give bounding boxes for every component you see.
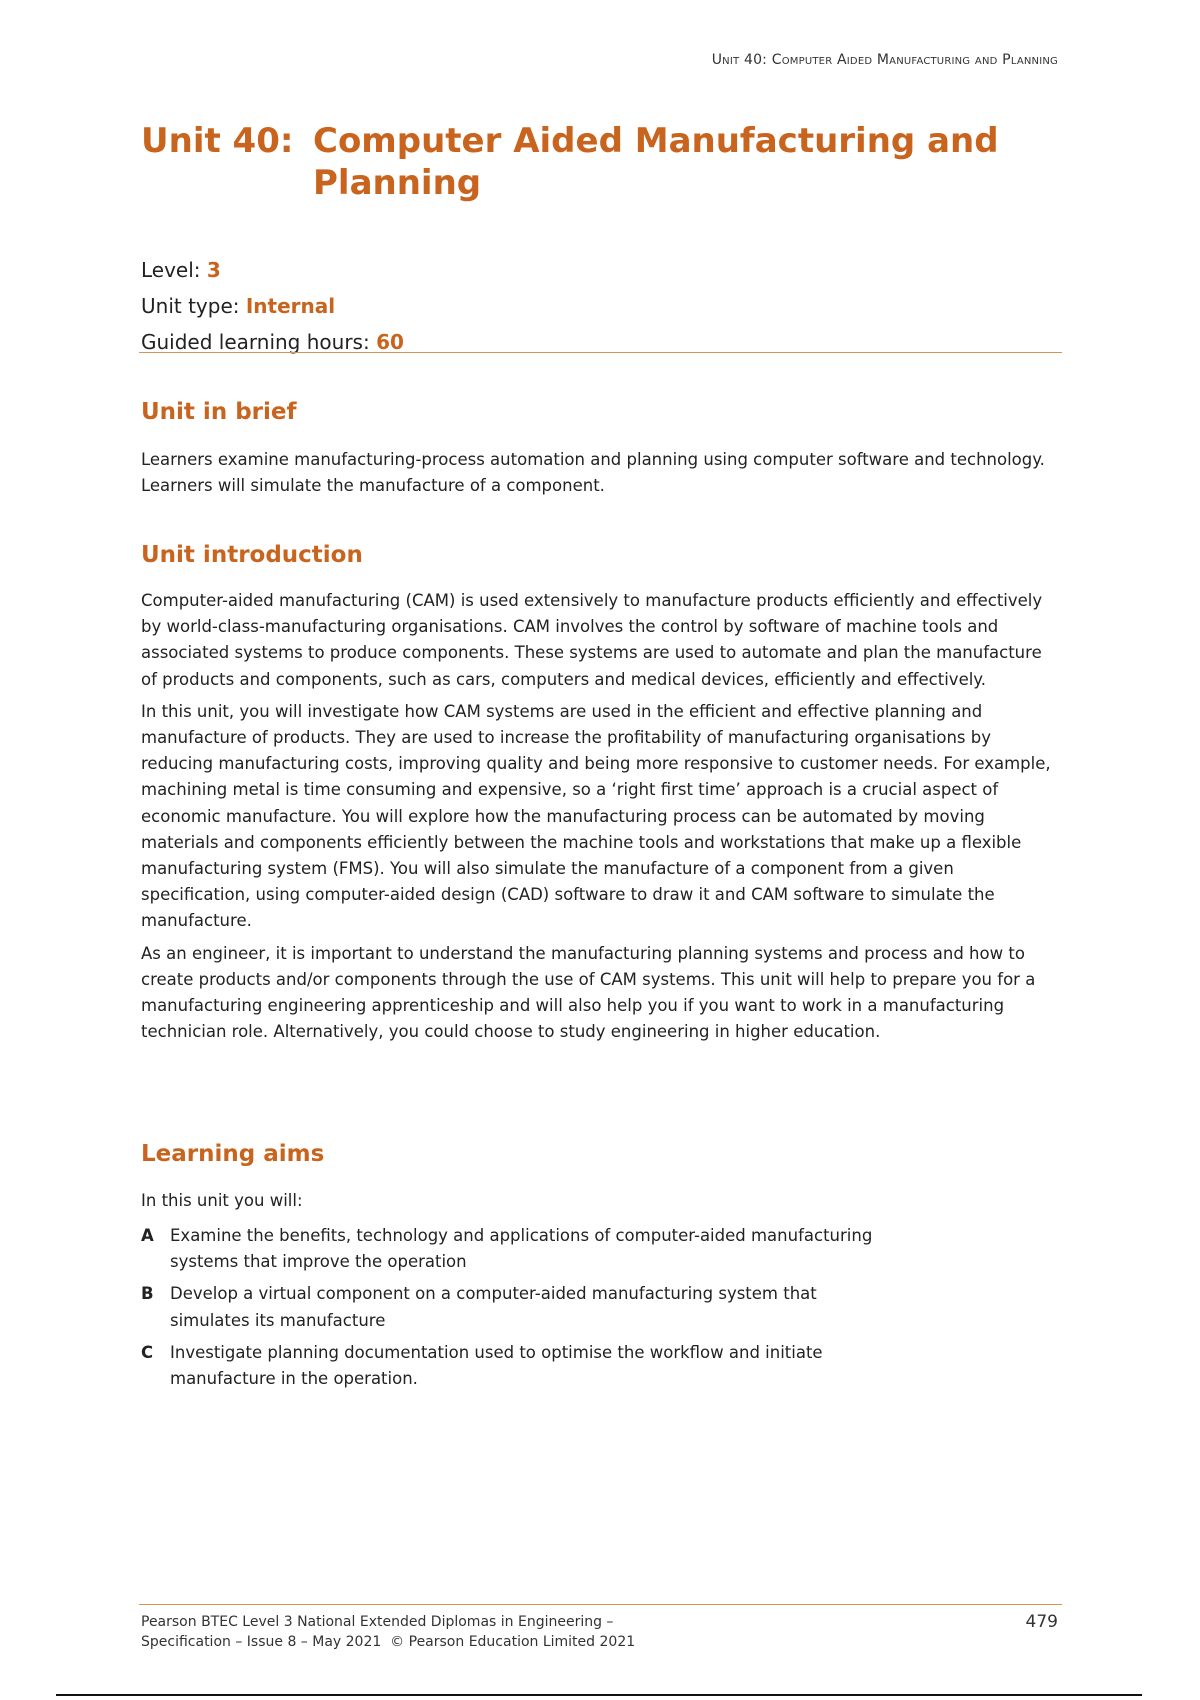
page-number: 479: [1025, 1612, 1058, 1632]
unit-in-brief-paragraph: Learners examine manufacturing-process automation and planning using computer software and technology. Learners will simulate the manufacture of a component.: [141, 450, 1045, 496]
footer-text: [141, 1612, 635, 1652]
footer-divider: [139, 1604, 1062, 1605]
footer-line: Pearson BTEC Level 3 National Extended Diplomas in Engineering –: [141, 1614, 614, 1630]
intro-paragraph: As an engineer, it is important to understand the manufacturing planning systems and process and how to create products and/or components through the use of CAM systems. This unit will help to prepare you for a manufacturing engineering apprenticeship and will also help you if you want to work in a manufacturing technician role. Alternatively, you could choose to study engineering in higher education.: [141, 943, 1036, 1042]
title-text: Computer Aided Manufacturing and Planning: [313, 121, 999, 203]
unit-type-row: [141, 288, 1062, 324]
learning-aims-list: [141, 1223, 901, 1398]
aim-letter: B: [141, 1284, 154, 1304]
learning-aim-item: [141, 1281, 901, 1333]
learning-aim-item: [141, 1223, 901, 1275]
title-prefix: Unit 40:: [141, 121, 294, 161]
unit-in-brief-text: [141, 447, 1062, 505]
page-bottom-edge: [56, 1694, 1142, 1696]
unit-introduction-text: [141, 588, 1062, 1051]
intro-paragraph: Computer-aided manufacturing (CAM) is used extensively to manufacture products efficiently and effectively by world-class-manufacturing organisations. CAM involves the control by software of machine tools and associated systems to produce components. These systems are used to automate and plan the manufacture of products and components, such as cars, computers and medical devices, efficiently and effectively.: [141, 591, 1043, 689]
aim-text: Investigate planning documentation used to optimise the workflow and initiate manufacture in the operation.: [170, 1342, 823, 1389]
learning-aims-intro: In this unit you will:: [141, 1191, 303, 1210]
meta-divider: [139, 352, 1062, 353]
unit-type-value: Internal: [245, 294, 336, 318]
unit-introduction-heading: Unit introduction: [141, 542, 363, 568]
learning-aims-heading: Learning aims: [141, 1141, 325, 1167]
aim-text: Examine the benefits, technology and applications of computer-aided manufacturing systems that improve the operation: [170, 1226, 873, 1272]
running-header: Unit 40: Computer Aided Manufacturing and Planning: [711, 52, 1058, 68]
glh-value: 60: [376, 330, 404, 354]
footer-line: Specification – Issue 8 – May 2021 © Pearson Education Limited 2021: [141, 1634, 636, 1650]
level-value: 3: [206, 258, 221, 282]
aim-text: Develop a virtual component on a computer-aided manufacturing system that simulates its manufacture: [170, 1284, 817, 1330]
learning-aim-item: [141, 1340, 901, 1392]
intro-paragraph: In this unit, you will investigate how CAM systems are used in the efficient and effective planning and manufacture of products. They are used to increase the profitability of manufacturing organisations by reducing manufacturing costs, improving quality and being more responsive to customer needs. For example, machining metal is time consuming and expensive, so a ‘right first time’ approach is a crucial aspect of economic manufacture. You will explore how the manufacturing process can be automated by moving materials and components efficiently between the machine tools and workstations that make up a flexible manufacturing system (FMS). You will also simulate the manufacture of a component from a given specification, using computer-aided design (CAD) software to draw it and CAM software to simulate the manufacture.: [141, 701, 1051, 931]
glh-label: Guided learning hours:: [141, 330, 370, 354]
unit-meta: [141, 252, 1062, 360]
aim-letter: C: [141, 1342, 154, 1362]
unit-in-brief-heading: Unit in brief: [141, 399, 297, 425]
aim-letter: A: [141, 1226, 154, 1245]
level-label: Level:: [141, 258, 201, 282]
page-title: [141, 120, 1071, 204]
unit-type-label: Unit type:: [141, 294, 240, 318]
glh-row: [141, 324, 1062, 360]
level-row: [141, 252, 1062, 288]
